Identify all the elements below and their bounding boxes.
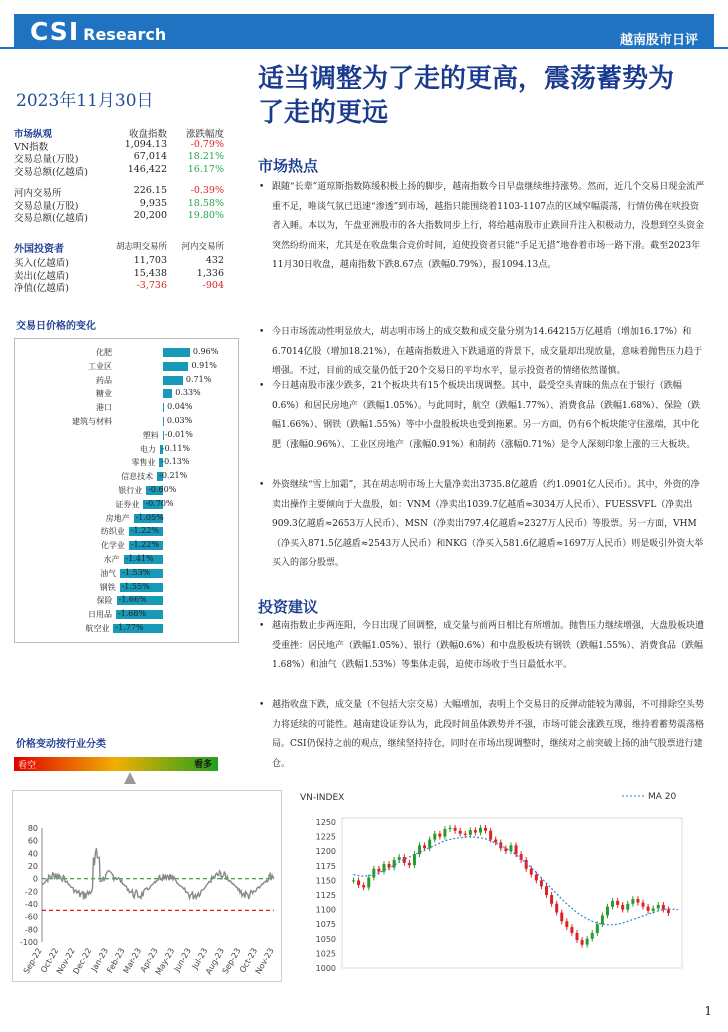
osc-x-tick: May-23 [153, 946, 177, 977]
candle-body [469, 830, 472, 835]
sector-value: -1.05% [135, 512, 164, 522]
osc-x-tick: Nov-23 [253, 946, 276, 976]
candle-body [357, 880, 360, 885]
report-header [0, 0, 728, 48]
candle-body [647, 907, 650, 911]
osc-y-tick: 60 [27, 836, 38, 846]
candle-body [352, 880, 355, 881]
osc-x-tick: Apr-23 [138, 946, 160, 974]
sector-label: 航空业 [85, 624, 110, 633]
sector-label: 电力 [139, 444, 156, 454]
sector-value: 0.04% [167, 402, 193, 412]
candle-body [377, 869, 380, 872]
osc-x-tick: Aug-23 [203, 946, 227, 976]
vnindex-y-tick: 1000 [315, 964, 336, 973]
sentiment-pointer [124, 772, 136, 784]
sector-value: -1.55% [121, 581, 150, 591]
vnindex-title: VN-INDEX [300, 793, 345, 803]
candle-body [535, 875, 538, 881]
osc-x-tick: Mar-23 [121, 946, 144, 975]
sector-label: 保险 [96, 596, 113, 606]
candle-body [565, 921, 568, 927]
sector-label: 化肥 [96, 348, 112, 357]
sector-bar-row [15, 457, 240, 469]
sector-bar-row [15, 568, 240, 580]
candle-body [494, 840, 497, 843]
candle-body [438, 834, 441, 837]
row-label: 交易总额(亿越盾) [14, 166, 88, 178]
candle-body [575, 933, 578, 940]
sector-value: -0.13% [161, 457, 190, 467]
page-number: 1 [704, 1004, 712, 1018]
candle-body [611, 901, 614, 907]
vnindex-y-tick: 1100 [315, 905, 336, 915]
sector-value: 0.71% [185, 374, 212, 384]
candle-body [388, 864, 391, 868]
candle-body [657, 905, 660, 909]
sentiment-heading: 价格变动按行业分类 [16, 739, 106, 750]
sector-bar [163, 431, 164, 440]
candle-body [601, 915, 604, 924]
sector-value: -0.11% [161, 443, 191, 453]
candle-body [586, 939, 589, 945]
candle-body [433, 834, 436, 840]
sector-bar-row [15, 430, 240, 442]
candle-body [545, 886, 548, 895]
osc-x-tick: Nov-22 [54, 946, 77, 976]
row-change: -0.79% [190, 138, 224, 150]
vnindex-y-tick: 1225 [315, 832, 336, 842]
candle-body [652, 908, 655, 910]
sentiment-gauge [14, 757, 218, 771]
col-change-header: 涨跌幅度 [185, 129, 224, 140]
candle-body [372, 869, 375, 878]
sector-label: 纺织业 [100, 527, 125, 537]
hot-bullet: • 外资继续“雪上加霜”，其在胡志明市场上大量净卖出3735.8亿越盾（约1.0901亿人民币）。其中，外资的净卖出操作主要倾向于大盘股，如：VNM（净卖出1039.7亿越盾≈3034万人民币）、FUESSVFL（净卖出909.3亿越盾≈2653万人民币）、MSN（净卖出797.4亿越盾≈2327万人民币）等股票。另一方面，VHM（净买入871.5亿越盾≈2543万人民币）和NKG（净买入581.6亿越盾≈1697万人民币）则是吸引外资大举买入的部分股票。 [258, 476, 706, 574]
candle-body [530, 869, 533, 875]
sector-value: -1.66% [118, 595, 147, 605]
osc-y-tick: 20 [27, 862, 38, 871]
candle-body [606, 907, 609, 916]
sector-bar-row [15, 540, 240, 552]
vnindex-y-tick: 1075 [315, 920, 336, 930]
candle-body [479, 828, 482, 833]
hot-heading: 市场热点 [258, 157, 319, 175]
sector-bar-row [15, 499, 240, 511]
report-date: 2023年11月30日 [16, 91, 154, 111]
row-value: 67,014 [133, 151, 167, 162]
row-value: 1,336 [196, 267, 224, 279]
advice-bullet: • 越指收盘下跌，成交量（不包括大宗交易）大幅增加，表明上个交易日的反弹动能较为薄弱，不可排除空头势力将延续的可能性。越南建设证券认为，此段时间虽体跌势并不强，市场可能会涨跌互现，维持着蓄势震荡格局。CSI仍保持之前的观点，继续坚持持仓，同时在市场出现调整时，继续对之前突破上扬的油气股票进行建仓。 [258, 696, 706, 774]
candle-body [484, 828, 487, 831]
candle-body [423, 845, 426, 848]
sector-value: -1.22% [130, 540, 159, 550]
sector-value: -1.68% [117, 609, 147, 619]
candle-body [362, 885, 365, 887]
vnindex-y-tick: 1150 [315, 876, 336, 886]
candle-body [367, 877, 370, 887]
row-label: 交易总额(亿越盾) [14, 213, 88, 224]
sector-bar-row [15, 416, 240, 428]
vnindex-y-tick: 1025 [315, 949, 336, 959]
sector-bar-row [15, 375, 240, 387]
sector-value: -0.01% [164, 429, 193, 439]
row-value: 1,094.13 [124, 138, 167, 150]
sector-value: -0.21% [159, 471, 188, 481]
osc-y-tick: -40 [24, 900, 38, 909]
bullish-label: 看多 [193, 760, 212, 770]
sector-value: 0.96% [192, 347, 219, 356]
row-value: 432 [205, 255, 224, 266]
row-value: -904 [202, 280, 224, 291]
candle-body [540, 880, 543, 886]
sector-bar-row [15, 485, 240, 497]
candle-body [636, 899, 639, 903]
sector-bar-row [15, 388, 240, 400]
sector-value: -1.22% [130, 526, 159, 536]
sector-bar [163, 362, 188, 371]
candle-body [555, 904, 558, 913]
row-label: 河内交易所 [14, 188, 62, 199]
sector-heading: 交易日价格的变化 [16, 321, 96, 332]
candle-body [509, 845, 512, 851]
sector-bar-row [15, 471, 240, 483]
candle-body [408, 863, 411, 865]
sector-bar-row [15, 513, 240, 525]
row-value: 15,438 [133, 267, 167, 279]
sector-value: -0.60% [148, 485, 177, 494]
oscillator-chart [12, 790, 282, 982]
legend-ma20-label: MA 20 [648, 792, 677, 802]
candle-body [662, 905, 665, 910]
sector-bar-chart [14, 338, 239, 643]
sector-label: 房地产 [105, 513, 130, 523]
row-value: 11,703 [133, 255, 167, 266]
candle-body [570, 927, 573, 933]
candle-body [581, 940, 584, 945]
report-title: 适当调整为了走的更高，震荡蓄势为了走的更远 [258, 64, 675, 128]
report-name: 越南股市日评 [619, 33, 698, 48]
vnindex-y-tick: 1125 [315, 891, 336, 900]
sector-bar-row [15, 526, 240, 538]
foreign-heading: 外国投资者 [14, 244, 64, 255]
sector-label: 钢铁 [99, 582, 116, 592]
hot-bullet: • 跟随“长辈”道琼斯指数陈缓积极上扬的脚步，越南指数今日早盘继续维持涨势。然而，近几个交易日现金流严重不足，唯谈气氛已迅速“渗透”到市场，越指只能围绕着1103-1107点的区域窄幅震荡，行情仿佛在吠投资者入睡。本以为，午盘亚洲股市的各大指数同步上行，将给越南股市止跌回升注入积极动力，没想到空头资金突然纷纷而来，尤其是在收盘集合竞价时间，迫使投资者只能“手足无措”地眷着市场一路下滑。截至2023年11月30日收盘，越南指数下跌8.67点（跌幅0.79%），报1094.13点。 [258, 178, 706, 276]
candle-body [428, 840, 431, 849]
sector-label: 药品 [96, 375, 112, 385]
osc-y-tick: 0 [32, 874, 38, 884]
sector-label: 化学业 [100, 541, 125, 551]
sector-value: 0.03% [166, 416, 193, 425]
candle-body [550, 895, 553, 904]
sector-bar-row [15, 582, 240, 594]
row-label: VN指数 [14, 141, 49, 153]
candle-body [474, 830, 477, 832]
row-label: 买入(亿越盾) [14, 258, 69, 269]
row-change: 16.17% [187, 163, 224, 175]
sector-label: 油气 [100, 568, 117, 578]
candle-body [418, 845, 421, 854]
candle-body [642, 903, 645, 907]
candle-body [596, 924, 599, 933]
candle-body [443, 829, 446, 837]
sector-bar-row [15, 554, 240, 566]
osc-x-tick: Oct-23 [237, 946, 260, 975]
sector-bar [163, 417, 164, 426]
row-change: -0.39% [190, 185, 224, 196]
vnindex-y-tick: 1250 [315, 818, 336, 827]
sector-label: 零售业 [131, 458, 156, 468]
row-value: 20,200 [133, 210, 167, 221]
market-overview-heading: 市场纵观 [14, 129, 53, 140]
sector-label: 工业区 [88, 361, 112, 371]
row-label: 交易总量(万股) [14, 200, 79, 212]
candle-body [449, 828, 452, 829]
osc-x-tick: Sep-22 [21, 946, 44, 976]
osc-y-tick: -100 [19, 938, 38, 947]
row-value: 146,422 [127, 163, 167, 175]
vnindex-plot-area [342, 818, 682, 968]
vnindex-chart [298, 788, 690, 978]
candle-body [454, 828, 457, 831]
sector-label: 日用品 [87, 610, 112, 620]
sector-bar-row [15, 595, 240, 607]
candle-body [667, 910, 670, 914]
row-change: 19.80% [187, 210, 224, 221]
sector-label: 港口 [96, 403, 112, 413]
col-hose-header: 胡志明交易所 [115, 242, 167, 252]
sector-bar [163, 348, 190, 357]
sector-label: 建筑与材料 [72, 417, 112, 426]
advice-heading: 投资建议 [258, 598, 319, 616]
sector-label: 信息技术 [121, 472, 154, 482]
candle-body [631, 899, 634, 904]
vnindex-y-tick: 1175 [315, 861, 336, 871]
candle-body [591, 933, 594, 939]
row-label: 交易总量(万股) [14, 154, 79, 165]
header-divider [0, 47, 728, 49]
candle-body [489, 831, 492, 840]
candle-body [515, 845, 518, 854]
sector-bar-row [15, 402, 240, 414]
osc-x-tick: Jul-23 [190, 946, 210, 971]
hot-bullet: • 今日越南股市涨少跌多，21个板块共有15个板块出现调整。其中，最受空头青睐的焦点在于银行（跌幅0.6%）和居民房地产（跌幅1.05%）。与此同时，航空（跌幅1.77%）、消费食品（跌幅1.68%）、保险（跌幅1.66%）、钢铁（跌幅1.55%）等中小盘股板块也受到拖累。另一方面，仍有6个板块能守住涨端，其中化肥（涨幅0.96%）、工业区房地产（涨幅0.91%）和制药（涨幅0.71%）是令人深刻印象上涨的三大板块。 [258, 377, 706, 455]
bearish-label: 看空 [18, 761, 37, 771]
row-label: 卖出(亿越盾) [14, 270, 69, 282]
sector-value: -0.70% [145, 498, 174, 508]
sector-label: 糖业 [96, 389, 112, 399]
advice-bullet: • 越南指数止步两连阳，今日出现了回调整，成交量与前两日相比有所增加。抛售压力继续增强，大盘股板块遭受重挫：居民地产（跌幅1.05%）、银行（跌幅0.6%）和中盘股板块有钢铁（跌幅1.55%）、消费食品（跌幅1.68%）和油气（跌幅1.53%）等集体走弱，迫使市场收于当日最低水平。 [258, 617, 706, 676]
osc-x-tick: Jan-23 [89, 946, 111, 974]
candle-body [560, 913, 563, 922]
vnindex-y-tick: 1050 [315, 934, 336, 944]
vnindex-y-tick: 1200 [315, 847, 336, 857]
col-close-header: 收盘指数 [128, 129, 167, 140]
osc-x-tick: Sep-23 [220, 946, 243, 976]
foreign-investor-table [14, 240, 224, 293]
osc-x-tick: Dec-22 [71, 946, 94, 976]
candle-body [464, 834, 467, 835]
candle-body [459, 831, 462, 834]
sector-value: -1.53% [122, 567, 151, 577]
candle-body [626, 904, 629, 910]
market-overview-table [14, 126, 224, 223]
sector-bar-row [15, 361, 240, 373]
osc-x-tick: Jun-23 [172, 946, 193, 974]
col-hnx-header: 河内交易所 [181, 242, 224, 252]
osc-y-tick: -60 [24, 912, 38, 922]
osc-y-tick: -20 [24, 887, 38, 897]
osc-y-tick: -80 [24, 925, 38, 935]
osc-x-tick: Feb-23 [105, 946, 127, 975]
sector-label: 银行业 [118, 486, 143, 495]
sector-label: 塑料 [142, 430, 159, 440]
csi-logo: CSI Research [30, 17, 167, 46]
candle-body [616, 901, 619, 905]
sector-label: 证券业 [115, 499, 140, 509]
sector-label: 水产 [103, 555, 120, 564]
sector-bar [163, 389, 172, 398]
osc-x-tick: Oct-22 [39, 946, 61, 975]
row-change: 18.58% [187, 197, 224, 209]
row-value: -3,736 [136, 280, 167, 291]
candle-body [621, 905, 624, 910]
sector-bar-row [15, 609, 240, 621]
sector-value: 0.33% [175, 388, 201, 398]
sector-value: -1.41% [125, 554, 154, 563]
sector-value: -1.77% [115, 623, 144, 632]
row-label: 净值(亿越盾) [14, 283, 69, 294]
osc-y-tick: 80 [27, 824, 38, 833]
candle-body [398, 857, 401, 860]
osc-y-tick: 40 [27, 849, 38, 859]
hot-bullet: • 今日市场流动性明显放大，胡志明市场上的成交数和成交量分别为14.64215万亿越盾（增加16.17%）和6.7014亿股（增加18.21%），在越南指数进入下跌通道的背景下，成交量却出现放量，意味着抛售压力趋于增强。不过，目前的成交量仍低于20个交易日的平均水平，显示投资者的情绪依然谨慎。 [258, 323, 706, 382]
sector-bar-row [15, 444, 240, 456]
row-value: 226.15 [133, 185, 167, 196]
sector-value: 0.91% [191, 360, 217, 370]
sector-bar [163, 403, 164, 412]
row-value: 9,935 [139, 197, 167, 209]
sector-bar-row [15, 347, 240, 359]
sector-bar-row [15, 623, 240, 635]
sector-bar [163, 376, 183, 385]
row-change: 18.21% [187, 151, 224, 162]
